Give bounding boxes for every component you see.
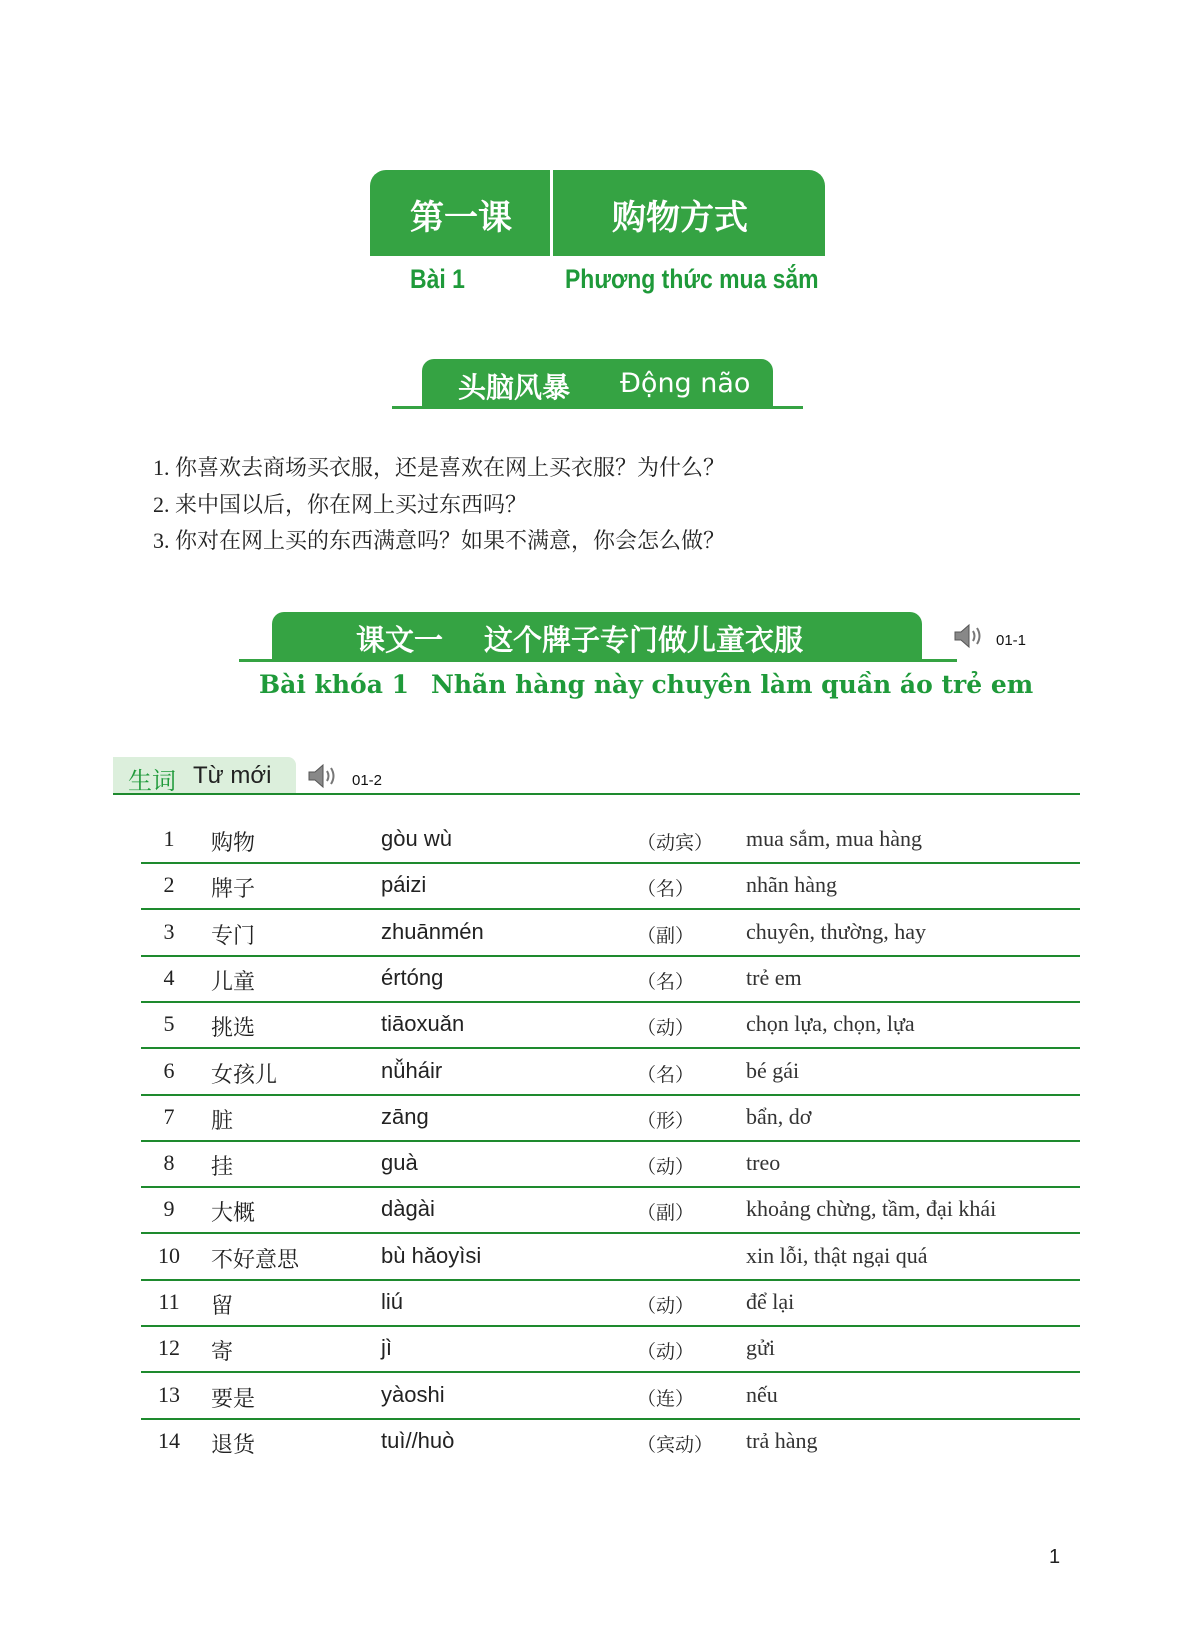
question-1: 1. 你喜欢去商场买衣服，还是喜欢在网上买衣服？为什么？ [153,455,726,480]
vocab-part-of-speech: （动宾） [637,832,714,854]
vocab-row [141,957,1080,1003]
vocab-number: 9 [163,1196,175,1222]
vocab-meaning: mua sắm, mua hàng [746,826,922,851]
brainstorm-label-vi: Động não [620,368,751,399]
vocab-meaning: gửi [746,1335,776,1361]
vocab-hanzi: 牌子 [211,877,256,903]
brainstorm-rule [392,406,803,409]
vocab-hanzi: 挑选 [211,1016,256,1042]
vocab-number: 6 [163,1057,175,1083]
vocab-meaning: treo [746,1150,781,1176]
vocab-number: 2 [163,872,175,898]
vocab-hanzi: 大概 [211,1201,256,1227]
vocab-meaning: chuyên, thường, hay [746,918,926,944]
vocab-meaning: xin lỗi, thật ngại quá [746,1242,928,1268]
vocab-meaning: nếu [746,1381,778,1407]
vocab-part-of-speech: （副） [637,1202,695,1225]
page-number: 1 [1049,1546,1061,1568]
speaker-icon[interactable] [306,762,340,790]
vocab-row [141,1003,1080,1049]
vocab-hanzi: 脏 [211,1108,234,1134]
question-2: 2. 来中国以后，你在网上买过东西吗？ [153,492,528,517]
vocab-number: 10 [158,1242,180,1268]
vocab-label-vi: Từ mới [193,762,272,789]
vocab-meaning: bẩn, dơ [746,1103,812,1129]
lesson-title-vi: Phương thức mua sắm [565,264,819,294]
vocab-part-of-speech: （动） [637,1156,695,1179]
vocab-pinyin: zāng [381,1103,429,1129]
vocab-pinyin: jì [381,1335,392,1361]
speaker-icon[interactable] [952,622,986,650]
vocab-label-cn: 生词 [128,767,176,795]
vocab-number: 14 [158,1427,180,1453]
vocab-part-of-speech: （形） [637,1109,695,1132]
vocab-hanzi: 退货 [211,1432,256,1458]
vocab-meaning: trả hàng [746,1427,818,1453]
text1-title-cn: 这个牌子专门做儿童衣服 [484,623,804,657]
vocab-row [141,818,1080,864]
vocab-pinyin: liú [381,1289,404,1314]
vocab-number: 11 [158,1289,180,1314]
vocab-meaning: nhãn hàng [746,872,838,898]
vocab-pinyin: értóng [381,964,444,990]
text1-rule [239,659,957,662]
vocab-number: 5 [163,1011,175,1037]
vocab-row [141,1142,1080,1188]
vocab-meaning: khoảng chừng, tầm, đại khái [746,1196,997,1222]
question-3: 3. 你对在网上买的东西满意吗？如果不满意，你会怎么做？ [153,528,726,553]
vocab-row [141,864,1080,910]
vocab-row [141,1281,1080,1327]
vocab-row [141,1374,1080,1420]
vocab-row [141,1096,1080,1142]
brainstorm-label-cn: 头脑风暴 [458,371,571,404]
text1-title-vi: Nhãn hàng này chuyên làm quần áo trẻ em [431,670,1034,699]
vocab-number: 3 [163,918,175,944]
lesson-header-divider [550,170,553,256]
vocab-row [141,1188,1080,1234]
vocab-pinyin: tiāoxuǎn [381,1011,465,1037]
vocab-meaning: để lại [746,1289,795,1314]
vocab-row [141,1420,1080,1466]
vocab-pinyin: zhuānmén [381,918,484,944]
vocab-part-of-speech: （动） [637,1017,695,1040]
vocab-number: 7 [163,1103,175,1129]
vocab-number: 13 [158,1381,180,1407]
vocab-pinyin: yàoshi [381,1381,445,1407]
vocab-meaning: chọn lựa, chọn, lựa [746,1011,915,1037]
lesson-title-cn: 购物方式 [612,198,748,238]
vocab-part-of-speech: （名） [637,878,695,901]
vocab-part-of-speech: （名） [637,1063,695,1086]
vocab-pinyin: bù hǎoyìsi [381,1242,482,1268]
vocab-hanzi: 留 [211,1294,234,1319]
vocab-rule [113,793,1080,795]
vocab-part-of-speech: （动） [637,1295,695,1317]
vocab-hanzi: 专门 [211,923,256,949]
text1-label-cn: 课文一 [356,623,444,657]
vocab-pinyin: dàgài [381,1196,435,1222]
vocab-meaning: trẻ em [746,964,802,990]
audio-code-01-2: 01-2 [352,772,383,789]
vocab-pinyin: tuì//huò [381,1427,455,1453]
vocab-pinyin: páizi [381,872,427,898]
vocab-hanzi: 儿童 [211,969,256,995]
vocab-number: 8 [163,1150,175,1176]
vocab-number: 1 [163,826,175,851]
vocab-hanzi: 女孩儿 [211,1062,278,1088]
vocab-row [141,1050,1080,1096]
vocab-hanzi: 寄 [211,1340,234,1366]
vocab-row [141,1235,1080,1281]
vocab-pinyin: gòu wù [381,826,452,851]
vocab-part-of-speech: （宾动） [637,1433,714,1456]
vocab-pinyin: guà [381,1150,418,1176]
audio-code-01-1: 01-1 [996,632,1027,649]
vocab-part-of-speech: （名） [637,970,695,993]
lesson-number-vi: Bài 1 [410,264,465,294]
vocab-number: 12 [158,1335,180,1361]
vocab-row [141,911,1080,957]
vocab-part-of-speech: （副） [637,924,695,947]
vocab-part-of-speech: （连） [637,1387,695,1410]
vocab-hanzi: 要是 [211,1386,256,1412]
vocab-meaning: bé gái [746,1057,800,1083]
lesson-number-cn: 第一课 [410,198,512,238]
vocab-part-of-speech: （动） [637,1341,695,1364]
vocab-hanzi: 购物 [211,831,256,856]
vocab-number: 4 [163,964,175,990]
vocab-hanzi: 不好意思 [211,1247,300,1273]
vocab-hanzi: 挂 [211,1155,234,1181]
vocab-row [141,1327,1080,1373]
text1-label-vi: Bài khóa 1 [259,670,409,699]
vocab-pinyin: nǚháir [381,1057,443,1083]
